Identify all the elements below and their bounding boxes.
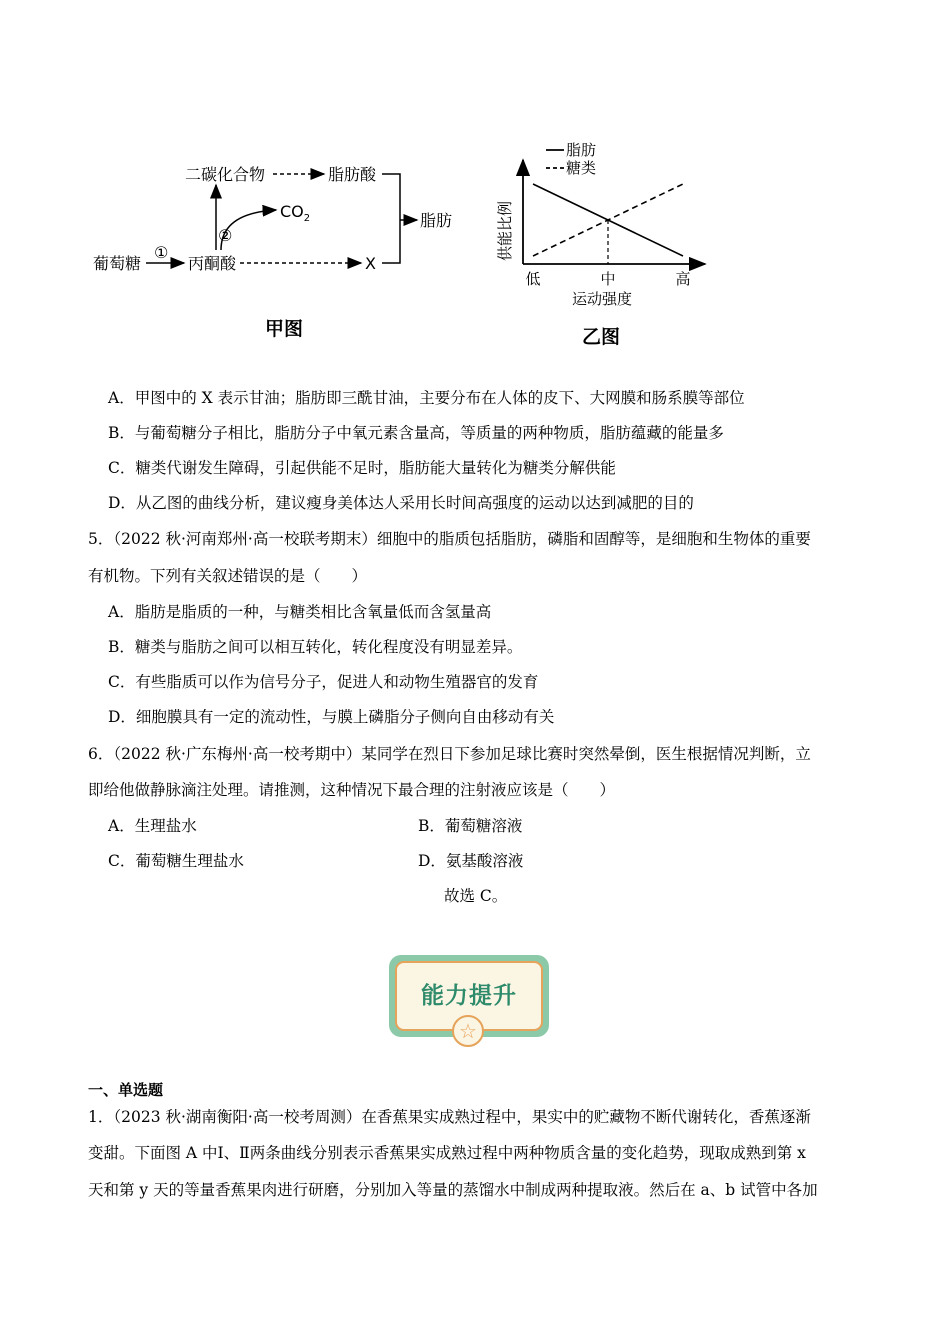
star-icon: ☆ <box>459 1019 477 1043</box>
q5-option-c: C．有些脂质可以作为信号分子，促进人和动物生殖器官的发育 <box>108 673 539 691</box>
q4-option-a: A．甲图中的 X 表示甘油；脂肪即三酰甘油，主要分布在人体的皮下、大网膜和肠系膜等部位 <box>108 389 745 407</box>
section-title: 一、单选题 <box>88 1081 164 1099</box>
legend-sugar-label: 糖类 <box>566 159 597 177</box>
x-tick-label: 高 <box>675 270 691 288</box>
node-dicarbon: 二碳化合物 <box>185 165 266 184</box>
q6-option-b: B．葡萄糖溶液 <box>418 817 523 835</box>
y-axis-label: 供能比例 <box>496 200 514 262</box>
figure-jia <box>80 140 470 350</box>
node-glucose: 葡萄糖 <box>93 254 142 273</box>
node-co2: $CO_2$ <box>280 202 311 224</box>
x-tick-label: 低 <box>525 270 541 288</box>
q5-stem-line2: 有机物。下列有关叙述错误的是（ ） <box>88 567 368 585</box>
q1-stem-line3: 天和第 y 天的等量香蕉果肉进行研磨，分别加入等量的蒸馏水中制成两种提取液。然后在 a、b 试管中各加 <box>88 1181 818 1199</box>
q4-option-c: C．糖类代谢发生障碍，引起供能不足时，脂肪能大量转化为糖类分解供能 <box>108 459 616 477</box>
x-axis-label: 运动强度 <box>571 290 633 308</box>
node-x: X <box>365 254 376 273</box>
q4-option-d: D．从乙图的曲线分析，建议瘦身美体达人采用长时间高强度的运动以达到减肥的目的 <box>108 494 694 512</box>
node-pyruvate: 丙酮酸 <box>188 254 237 273</box>
caption-jia: 甲图 <box>265 318 304 340</box>
x-tick-label: 中 <box>600 270 616 288</box>
legend-fat-label: 脂肪 <box>566 141 597 159</box>
q6-stem-line2: 即给他做静脉滴注处理。请推测，这种情况下最合理的注射液应该是（ ） <box>88 781 616 799</box>
q5-option-d: D．细胞膜具有一定的流动性，与膜上磷脂分子侧向自由移动有关 <box>108 708 555 726</box>
figure-yi <box>490 138 720 353</box>
q6-option-d: D．氨基酸溶液 <box>418 852 524 870</box>
caption-yi: 乙图 <box>582 326 621 348</box>
q5-stem-line1: 5．（2022 秋·河南郑州·高一校联考期末）细胞中的脂质包括脂肪，磷脂和固醇等，是细胞和生物体的重要 <box>88 530 811 548</box>
q1-stem-line2: 变甜。下面图 A 中Ⅰ、Ⅱ两条曲线分别表示香蕉果实成熟过程中两种物质含量的变化趋势，现取成熟到第 x <box>88 1144 806 1162</box>
step-1-label: ① <box>154 243 169 262</box>
star-icon-circle <box>452 1015 484 1047</box>
q6-option-a: A．生理盐水 <box>108 817 197 835</box>
bracket-to-fat <box>382 174 400 263</box>
node-fatty-acid: 脂肪酸 <box>328 165 377 184</box>
q1-stem-line1: 1．（2023 秋·湖南衡阳·高一校考周测）在香蕉果实成熟过程中，果实中的贮藏物不断代谢转化，香蕉逐渐 <box>88 1108 811 1126</box>
q5-option-a: A．脂肪是脂质的一种，与糖类相比含氧量低而含氢量高 <box>108 603 492 621</box>
q5-option-b: B．糖类与脂肪之间可以相互转化，转化程度没有明显差异。 <box>108 638 523 656</box>
step-2-label: ② <box>218 226 233 245</box>
q6-answer: 故选 C。 <box>444 887 508 905</box>
q6-option-c: C．葡萄糖生理盐水 <box>108 852 244 870</box>
node-fat: 脂肪 <box>420 211 453 230</box>
chart-plot-area <box>523 160 705 288</box>
ability-badge-label: 能力提升 <box>421 983 517 1009</box>
q4-option-b: B．与葡萄糖分子相比，脂肪分子中氧元素含量高，等质量的两种物质，脂肪蕴藏的能量多 <box>108 424 724 442</box>
q6-stem-line1: 6．（2022 秋·广东梅州·高一校考期中）某同学在烈日下参加足球比赛时突然晕倒，医生根据情况判断，立 <box>88 745 811 763</box>
